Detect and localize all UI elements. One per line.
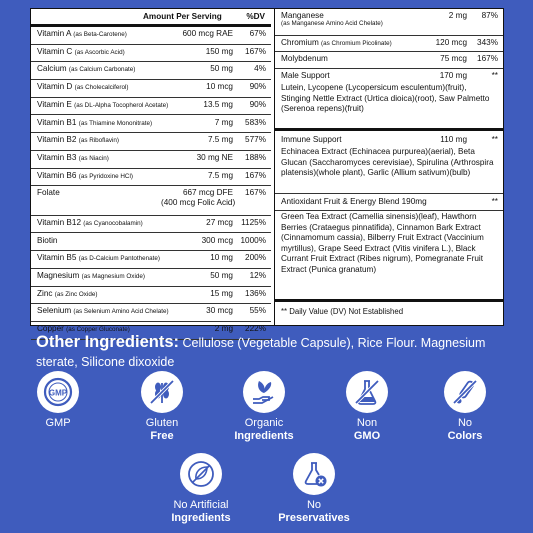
badge-label-strong: Ingredients [234,430,294,442]
nutrient-amount: 15 mg [210,288,233,298]
nutrient-name: Selenium (as Selenium Amino Acid Chelate) [37,306,169,316]
nutrient-form: (as Manganese Amino Acid Chelate) [281,20,383,27]
nutrient-dv: 167% [245,170,266,180]
nutrient-amount: 30 mg NE [196,152,233,162]
badge-label-strong: Ingredients [171,512,231,524]
no-preservatives-icon [293,453,335,495]
nutrient-dv: 167% [245,46,266,56]
nutrient-dv: 12% [249,270,266,280]
nutrient-row [31,251,271,269]
blend-dv: ** [491,135,498,144]
nutrient-name: Vitamin A (as Beta-Carotene) [37,29,127,38]
badge-no-preservatives [269,453,359,525]
no-artificial-icon [180,453,222,495]
badge-no-colors [420,371,510,443]
badge-label: GMP [45,417,71,429]
other-ingredients-text: Cellulose (Vegetable Capsule), Rice Flour. Magnesium sterate, Silicone dixoxide [36,336,486,369]
nutrient-row [31,287,271,305]
badge-label-strong: Free [150,430,174,442]
dv-heading: %DV [246,12,265,21]
nutrient-dv: 167% [477,54,498,63]
nutrient-dv: 55% [249,306,266,316]
gluten-free-icon [141,371,183,413]
nutrient-dv: 136% [245,288,266,298]
nutrient-amount: 300 mcg [201,235,233,245]
badge-label: No [306,499,322,511]
no-colors-icon [444,371,486,413]
nutrient-amount: 7.5 mg [207,170,233,180]
blend-ingredients: Green Tea Extract (Camellia sinensis)(leaf), Hawthorn Berries (Crataegus pinnatifida), Cinnamon Bark Extract (Cinnamomum cassia), Bilberry Fruit Extract (Vaccinium myrtillus), Grape Seed Extract (Vitis vinifera L.), Black Currant Fruit Extract (Ribes nigrum), Pomegranate Fruit Extract (Punica granatum) [281,212,484,274]
non-gmo-icon [346,371,388,413]
nutrient-name: Vitamin B2 (as Riboflavin) [37,135,119,145]
footnote: ** Daily Value (DV) Not Established [281,307,404,316]
nutrient-row [31,116,271,134]
nutrient-name: Vitamin B6 (as Pyridoxine HCl) [37,170,133,180]
organic-icon [243,371,285,413]
nutrient-row [31,169,271,187]
nutrient-name: Vitamin B5 (as D-Calcium Pantothenate) [37,253,160,263]
nutrient-amount: 150 mg [205,46,233,56]
nutrient-amount: 50 mg [210,270,233,280]
nutrient-amount: 600 mcg RAE [182,29,233,38]
nutrient-row [31,80,271,98]
nutrient-name: Folate [37,188,60,198]
nutrient-amount: 10 mcg [206,82,233,92]
nutrient-amount: 2 mg [214,324,233,333]
nutrient-name: Calcium (as Calcium Carbonate) [37,64,136,74]
nutrient-amount: 2 mg [448,11,467,20]
nutrient-row [31,234,271,252]
badge-organic [219,371,309,443]
nutrient-name: Molybdenum [281,54,328,63]
nutrient-name: Biotin [37,235,58,245]
badge-label-strong: Colors [447,430,483,442]
blend-ingredients: Echinacea Extract (Echinacea purpurea)(aerial), Beta Glucan (Saccharomyces cerevisiae), Spirulina (Arthrospira platensis)(whole plant), Garlic (Allium sativum)(bulb) [281,147,494,177]
nutrient-row [275,52,503,67]
blend-amount: 110 mg [440,135,467,144]
nutrient-row [31,45,271,63]
supplement-facts-panel [30,8,504,333]
nutrient-row [275,9,503,35]
nutrient-dv: 1125% [241,217,266,227]
nutrient-dv: 90% [249,82,266,92]
nutrient-dv: 4% [254,64,266,74]
nutrient-dv: 188% [245,152,266,162]
nutrient-dv: 577% [245,135,266,145]
nutrient-amount: 30 mcg [206,306,233,316]
blend-header [275,69,503,83]
nutrient-amount: 120 mcg [435,38,467,47]
nutrient-amount: 75 mcg [440,54,467,63]
nutrient-dv: 90% [249,99,266,109]
nutrient-dv: 222% [245,324,266,333]
nutrient-dv: 67% [249,29,266,38]
badge-gluten-free [117,371,207,443]
nutrient-row [31,151,271,169]
nutrient-amount: 10 mg [210,253,233,263]
nutrient-amount: 27 mcg [206,217,233,227]
gmp-icon [37,371,79,413]
nutrient-row [31,27,271,45]
badge-label: Organic [244,417,284,429]
nutrient-dv: 167% [245,188,266,198]
nutrient-dv: 200% [245,253,266,263]
blend-name: Immune Support [281,135,342,144]
blend-name: Male Support [281,71,330,80]
blend-amount: 170 mg [439,71,467,80]
nutrient-name: Vitamin B1 (as Thiamine Mononitrate) [37,117,153,127]
blend-ingredients: Lutein, Lycopene (Lycopersicum esculentum)(fruit), Stinging Nettle Extract (Urtica dioica)(root), Saw Palmetto (Serenoa repens)(fruit) [281,83,490,113]
nutrient-column-right [274,9,503,325]
row-rule [275,210,503,211]
blend-header [275,133,503,147]
nutrient-name: Chromium (as Chromium Picolinate) [281,38,392,47]
other-ingredients-label: Other Ingredients: [36,333,180,351]
badge-label: Non [356,417,378,429]
blend-dv: ** [491,197,498,206]
blend-header [275,195,503,209]
nutrient-amount: 7.5 mg [207,135,233,145]
nutrient-row [31,269,271,287]
nutrient-name: Vitamin E (as DL-Alpha Tocopherol Acetate) [37,99,169,109]
badge-label: No [457,417,473,429]
other-ingredients [36,333,506,372]
nutrient-amount: 50 mg [210,64,233,74]
nutrient-name: Vitamin D (as Cholecalciferol) [37,82,129,92]
nutrient-column-left [31,9,271,333]
nutrient-dv: 343% [477,38,498,47]
nutrient-name: Manganese [281,11,324,20]
nutrient-dv: 87% [481,11,498,20]
nutrient-row [31,98,271,116]
nutrient-amount-detail: (400 mcg Folic Acid) [161,198,236,208]
badge-label: Gluten [145,417,179,429]
section-rule [275,299,503,302]
nutrient-name: Vitamin C (as Ascorbic Acid) [37,46,125,56]
nutrient-name: Vitamin B12 (as Cyanocobalamin) [37,217,143,227]
section-rule [275,128,503,131]
badge-no-artificial [156,453,246,525]
svg-text:GMP: GMP [48,388,68,398]
badge-non-gmo [322,371,412,443]
nutrient-amount: 13.5 mg [203,99,233,109]
nutrient-name: Magnesium (as Magnesium Oxide) [37,270,145,280]
badge-label: No Artificial [173,499,229,511]
nutrient-name: Copper (as Copper Gluconate) [37,324,130,333]
blend-dv: ** [491,71,498,80]
badge-label-strong: Preservatives [278,512,350,524]
blend-name: Antioxidant Fruit & Energy Blend 190mg [281,197,427,206]
row-rule [275,193,503,194]
nutrient-row [31,304,271,322]
nutrient-name: Vitamin B3 (as Niacin) [37,152,109,162]
nutrient-amount: 7 mg [214,117,233,127]
table-header [31,9,271,23]
nutrient-row [31,186,271,216]
nutrient-row [31,133,271,151]
nutrient-amount: 667 mcg DFE [182,188,233,198]
badge-label-strong: GMO [353,430,381,442]
nutrient-dv: 1000% [240,235,266,245]
badge-gmp [13,371,103,430]
nutrient-dv: 583% [245,117,266,127]
nutrient-name: Zinc (as Zinc Oxide) [37,288,98,298]
nutrient-row [31,216,271,234]
amount-per-serving-heading: Amount Per Serving [143,12,222,21]
nutrient-row [275,36,503,51]
nutrient-row [31,62,271,80]
